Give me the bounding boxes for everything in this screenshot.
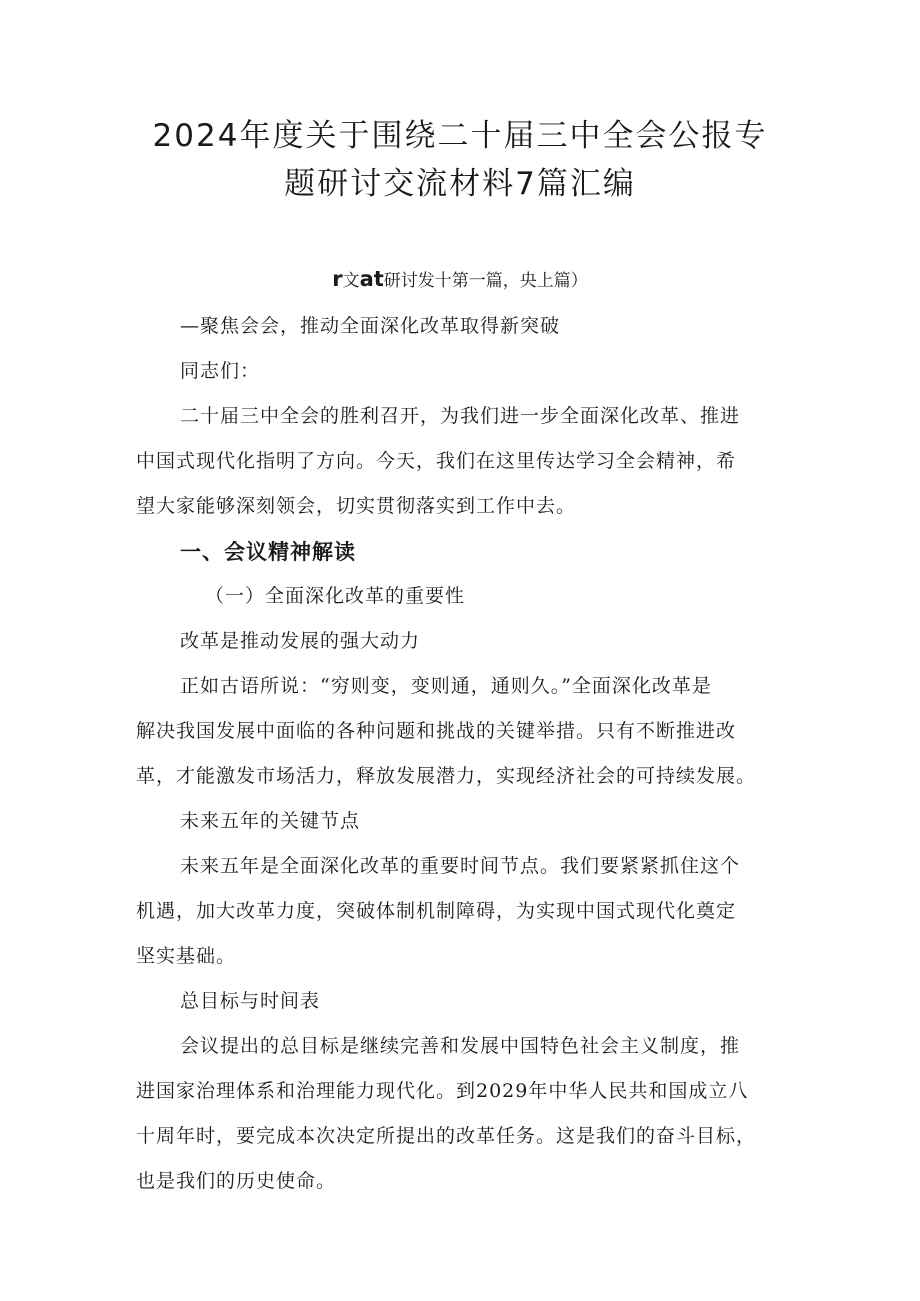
paragraph-line: 革，才能激发市场活力，释放发展潜力，实现经济社会的可持续发展。 [136, 765, 757, 787]
section-heading: 一、会议精神解读 [180, 540, 356, 564]
paragraph-line: 正如古语所说：“穷则变，变则通，通则久。”全面深化改革是 [180, 675, 712, 697]
paragraph-line: 坚实基础。 [136, 945, 237, 967]
paragraph-line: 望大家能够深刻领会，切实贯彻落实到工作中去。 [136, 495, 577, 517]
paragraph-line: 也是我们的历史使命。 [136, 1170, 337, 1192]
paragraph-line: 中国式现代化指明了方向。今天，我们在这里传达学习全会精神，希 [136, 450, 737, 472]
subtitle-wen: 文 [342, 271, 360, 291]
paragraph-line: 十周年时，要完成本次决定所提出的改革任务。这是我们的奋斗目标， [136, 1125, 757, 1147]
topic-heading: 改革是推动发展的强大动力 [180, 630, 421, 652]
subtitle-at: at [359, 267, 384, 291]
document-title [140, 112, 780, 208]
topic-heading: 总目标与时间表 [180, 990, 321, 1012]
title-line-2: 题研讨交流材料7篇汇编 [284, 166, 636, 202]
subtitle-r: r [332, 267, 343, 291]
paragraph-line: 机遇，加大改革力度，突破体制机制障碍，为实现中国式现代化奠定 [136, 900, 737, 922]
paragraph-line: 解决我国发展中面临的各种问题和挑战的关键举措。只有不断推进改 [136, 720, 737, 742]
section-subtitle [260, 266, 660, 291]
paragraph-line: 二十届三中全会的胜利召开，为我们进一步全面深化改革、推进 [180, 405, 741, 427]
paragraph-line: 进国家治理体系和治理能力现代化。到2029年中华人民共和国成立八 [136, 1080, 749, 1102]
paragraph-line: 未来五年是全面深化改革的重要时间节点。我们要紧紧抓住这个 [180, 855, 741, 877]
subsection-heading: （一）全面深化改革的重要性 [205, 585, 466, 607]
paragraph-line: 会议提出的总目标是继续完善和发展中国特色社会主义制度，推 [180, 1035, 741, 1057]
salutation: 同志们： [180, 360, 261, 382]
section-tagline: —聚焦会会，推动全面深化改革取得新突破 [180, 315, 561, 337]
subtitle-rest: 研讨发十第一篇，央上篇） [383, 271, 588, 291]
title-line-1: 2024年度关于围绕二十届三中全会公报专 [152, 118, 768, 154]
topic-heading: 未来五年的关键节点 [180, 810, 361, 832]
